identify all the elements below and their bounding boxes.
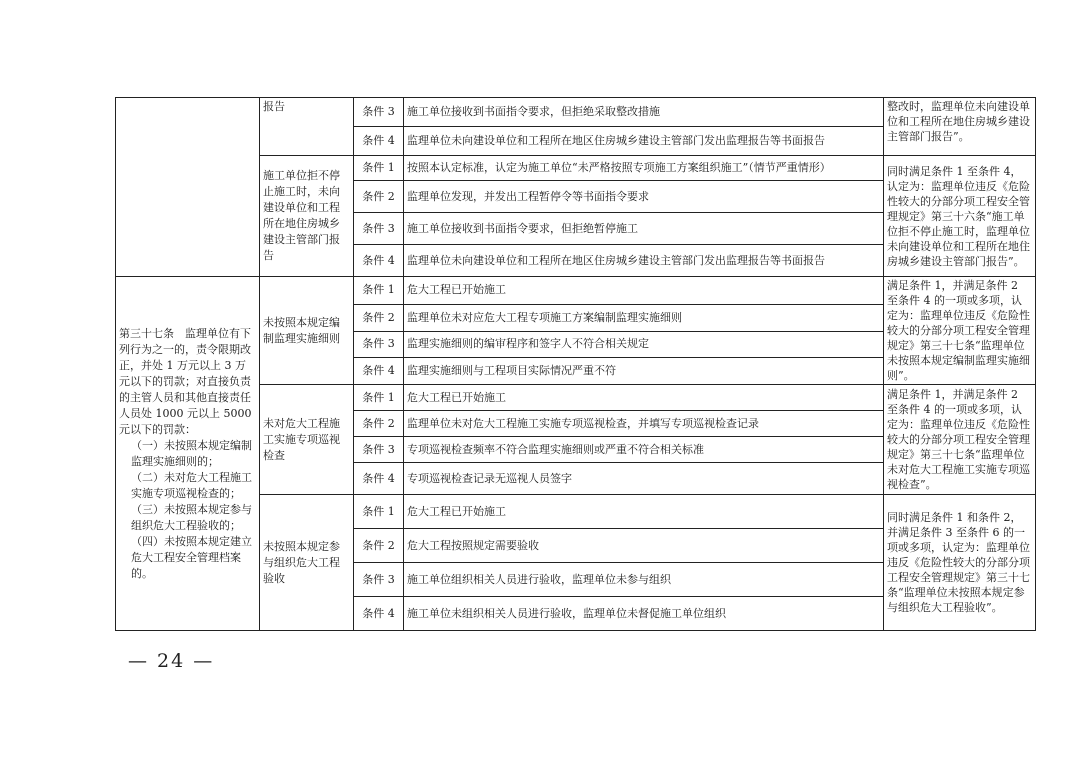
condition-id: 条件 3 bbox=[354, 213, 404, 245]
condition-text: 专项巡视检查频率不符合监理实施细则或严重不符合相关标准 bbox=[404, 437, 884, 463]
regulation-table bbox=[115, 97, 1036, 631]
condition-text: 施工单位接收到书面指令要求，但拒绝采取整改措施 bbox=[404, 98, 884, 127]
condition-text: 监理单位未向建设单位和工程所在地区住房城乡建设主管部门发出监理报告等书面报告 bbox=[404, 127, 884, 156]
behavior-cell: 未按照本规定参与组织危大工程验收 bbox=[260, 495, 354, 631]
condition-text: 危大工程已开始施工 bbox=[404, 277, 884, 305]
condition-text: 危大工程已开始施工 bbox=[404, 385, 884, 411]
result-cell: 整改时，监理单位未向建设单位和工程所在地住房城乡建设主管部门报告”。 bbox=[884, 98, 1036, 156]
condition-id: 条件 4 bbox=[354, 245, 404, 277]
behavior-cell: 未按照本规定编制监理实施细则 bbox=[260, 277, 354, 385]
condition-text: 监理单位未对危大工程施工实施专项巡视检查，并填写专项巡视检查记录 bbox=[404, 411, 884, 437]
article-item: （三）未按照本规定参与组织危大工程验收的； bbox=[131, 502, 252, 532]
condition-id: 条件 2 bbox=[354, 529, 404, 563]
condition-text: 监理实施细则与工程项目实际情况严重不符 bbox=[404, 358, 884, 385]
condition-id: 条件 4 bbox=[354, 597, 404, 631]
condition-text: 按照本认定标准，认定为施工单位“未严格按照专项施工方案组织施工”（情节严重情形） bbox=[404, 156, 884, 181]
condition-id: 条件 1 bbox=[354, 277, 404, 305]
article-item: （四）未按照本规定建立危大工程安全管理档案的。 bbox=[131, 534, 252, 580]
behavior-cell: 未对危大工程施工实施专项巡视检查 bbox=[260, 385, 354, 495]
condition-text: 危大工程按照规定需要验收 bbox=[404, 529, 884, 563]
page-number: — 24 — bbox=[128, 650, 215, 672]
article-clause-cell bbox=[116, 277, 260, 631]
condition-text: 监理单位未对应危大工程专项施工方案编制监理实施细则 bbox=[404, 304, 884, 331]
result-cell: 满足条件 1，并满足条件 2 至条件 4 的一项或多项，认定为：监理单位违反《危险性较大的分部分项工程安全管理规定》第三十七条“监理单位未按照本规定编制监理实施细则”。 bbox=[884, 277, 1036, 385]
condition-text: 施工单位接收到书面指令要求，但拒绝暂停施工 bbox=[404, 213, 884, 245]
table-row bbox=[116, 277, 1036, 305]
condition-id: 条件 3 bbox=[354, 98, 404, 127]
behavior-cell: 施工单位拒不停止施工时，未向建设单位和工程所在地住房城乡建设主管部门报告 bbox=[260, 156, 354, 277]
condition-id: 条件 2 bbox=[354, 411, 404, 437]
empty-cell bbox=[116, 98, 260, 277]
result-cell: 同时满足条件 1 至条件 4，认定为：监理单位违反《危险性较大的分部分项工程安全管理规定》第三十六条“施工单位拒不停止施工时，监理单位未向建设单位和工程所在地住房城乡建设主管部门报告”。 bbox=[884, 156, 1036, 277]
condition-text: 专项巡视检查记录无巡视人员签字 bbox=[404, 463, 884, 495]
condition-id: 条件 1 bbox=[354, 385, 404, 411]
article-intro: 第三十七条 监理单位有下列行为之一的，责令限期改正，并处 1 万元以上 3 万元以下的罚款；对直接负责的主管人员和其他直接责任人员处 1000 元以上 5000 元以下的罚款： bbox=[119, 326, 252, 436]
condition-text: 施工单位组织相关人员进行验收，监理单位未参与组织 bbox=[404, 563, 884, 597]
condition-id: 条件 3 bbox=[354, 563, 404, 597]
table-row bbox=[116, 98, 1036, 127]
condition-text: 监理实施细则的编审程序和签字人不符合相关规定 bbox=[404, 331, 884, 358]
condition-text: 危大工程已开始施工 bbox=[404, 495, 884, 529]
behavior-cell: 报告 bbox=[260, 98, 354, 156]
condition-id: 条件 1 bbox=[354, 156, 404, 181]
result-cell: 同时满足条件 1 和条件 2，并满足条件 3 至条件 6 的一项或多项，认定为：监理单位违反《危险性较大的分部分项工程安全管理规定》第三十七条“监理单位未按照本规定参与组织危大工程验收”。 bbox=[884, 495, 1036, 631]
condition-id: 条件 3 bbox=[354, 331, 404, 358]
condition-id: 条件 2 bbox=[354, 181, 404, 213]
condition-text: 监理单位未向建设单位和工程所在地区住房城乡建设主管部门发出监理报告等书面报告 bbox=[404, 245, 884, 277]
article-item: （一）未按照本规定编制监理实施细则的； bbox=[131, 438, 252, 468]
condition-text: 监理单位发现，并发出工程暂停令等书面指令要求 bbox=[404, 181, 884, 213]
article-item: （二）未对危大工程施工实施专项巡视检查的； bbox=[131, 470, 252, 500]
condition-id: 条件 4 bbox=[354, 127, 404, 156]
condition-text: 施工单位未组织相关人员进行验收，监理单位未督促施工单位组织 bbox=[404, 597, 884, 631]
condition-id: 条件 3 bbox=[354, 437, 404, 463]
condition-id: 条件 4 bbox=[354, 463, 404, 495]
result-cell: 满足条件 1，并满足条件 2 至条件 4 的一项或多项，认定为：监理单位违反《危险性较大的分部分项工程安全管理规定》第三十七条“监理单位未对危大工程施工实施专项巡视检查”。 bbox=[884, 385, 1036, 495]
condition-id: 条件 2 bbox=[354, 304, 404, 331]
condition-id: 条件 4 bbox=[354, 358, 404, 385]
condition-id: 条件 1 bbox=[354, 495, 404, 529]
